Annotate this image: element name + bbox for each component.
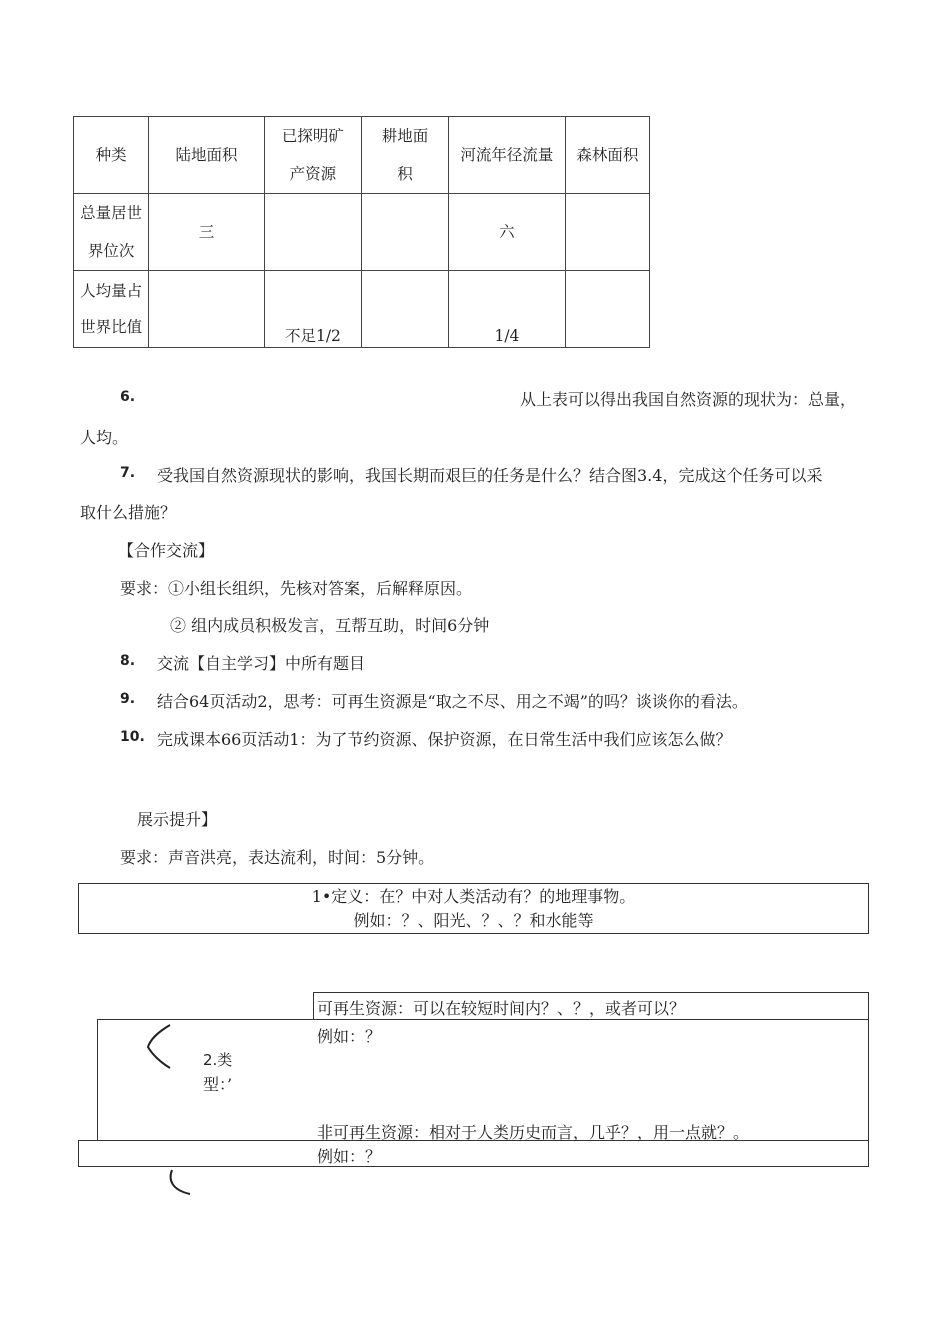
- definition-box: [78, 883, 869, 934]
- question-text-continued: 取什么措施？: [80, 503, 177, 522]
- question-text: 受我国自然资源现状的影响，我国长期而艰巨的任务是什么？结合图3.4，完成这个任务可以采: [157, 466, 823, 485]
- question-text: 交流【自主学习】中所有题目: [157, 654, 366, 673]
- table-header-row: [74, 117, 650, 194]
- section-heading-cooperation: 【合作交流】: [118, 541, 215, 560]
- renewable-example: 例如：？: [317, 1027, 382, 1046]
- row-label-cell: [74, 194, 149, 271]
- question-number: 6.: [120, 389, 136, 405]
- table-cell: 不足1/2: [264, 271, 361, 348]
- header-text: 积: [397, 165, 413, 183]
- requirement-text: 要求：声音洪亮，表达流利，时间：5分钟。: [120, 848, 435, 867]
- section-heading-display: 展示提升】: [137, 810, 218, 829]
- nonrenewable-example-box: [78, 1140, 869, 1167]
- header-text: 陆地面积: [175, 146, 238, 164]
- type-box: [97, 1019, 869, 1140]
- requirement-text: ② 组内成员积极发言，互帮互助，时间6分钟: [170, 616, 490, 635]
- nonrenewable-definition: 非可再生资源：相对于人类历史而言，几乎？，用一点就？。: [317, 1123, 750, 1142]
- question-text: 从上表可以得出我国自然资源的现状为：总量，: [520, 390, 857, 409]
- header-text: 种类: [95, 146, 127, 164]
- header-text: 森林面积: [576, 146, 639, 164]
- table-cell: [149, 271, 265, 348]
- table-cell: 六: [449, 194, 566, 271]
- question-number: 10.: [120, 729, 145, 745]
- question-text-continued: 人均。: [80, 428, 129, 447]
- header-text: 产资源: [289, 165, 337, 183]
- header-text: 河流年径流量: [460, 146, 554, 164]
- table-header-cell: [361, 117, 448, 194]
- row-label-text: 界位次: [87, 242, 135, 260]
- definition-line: 1•定义：在？中对人类活动有？的地理事物。: [311, 887, 636, 906]
- row-label-text: 世界比值: [80, 318, 143, 336]
- question-text: 完成课本66页活动1：为了节约资源、保护资源，在日常生活中我们应该怎么做？: [157, 730, 732, 749]
- table-row: [74, 194, 650, 271]
- row-label-cell: [74, 271, 149, 348]
- row-label-text: 总量居世: [80, 204, 143, 222]
- resource-table: [73, 116, 650, 348]
- question-number: 9.: [120, 691, 136, 707]
- table-cell: 三: [149, 194, 265, 271]
- question-number: 8.: [120, 653, 136, 669]
- brace-bottom-icon: [160, 1168, 200, 1200]
- table-cell: [565, 194, 649, 271]
- table-header-cell: [565, 117, 649, 194]
- table-header-cell: [74, 117, 149, 194]
- header-text: 已探明矿: [281, 127, 344, 145]
- brace-top-icon: [140, 1022, 180, 1072]
- table-header-cell: [264, 117, 361, 194]
- header-text: 耕地面: [381, 127, 429, 145]
- type-label: 2.类: [203, 1051, 233, 1069]
- definition-example-line: 例如：？、阳光、？、？和水能等: [353, 911, 594, 930]
- renewable-box: [313, 992, 869, 1020]
- table-header-cell: [149, 117, 265, 194]
- type-label: 型：’: [203, 1075, 233, 1094]
- table-cell: [361, 194, 448, 271]
- table-cell: 1/4: [449, 271, 566, 348]
- table-row: [74, 271, 650, 348]
- question-text: 结合64页活动2，思考：可再生资源是“取之不尽、用之不竭”的吗？谈谈你的看法。: [157, 692, 748, 711]
- table-header-cell: [449, 117, 566, 194]
- table-cell: [361, 271, 448, 348]
- table-cell: [565, 271, 649, 348]
- renewable-definition: 可再生资源：可以在较短时间内？、？，或者可以？: [317, 999, 686, 1018]
- nonrenewable-example: 例如：？: [317, 1147, 382, 1166]
- table-cell: [264, 194, 361, 271]
- question-number: 7.: [120, 465, 136, 481]
- requirement-text: 要求：①小组长组织，先核对答案，后解释原因。: [120, 579, 473, 598]
- row-label-text: 人均量占: [80, 282, 143, 300]
